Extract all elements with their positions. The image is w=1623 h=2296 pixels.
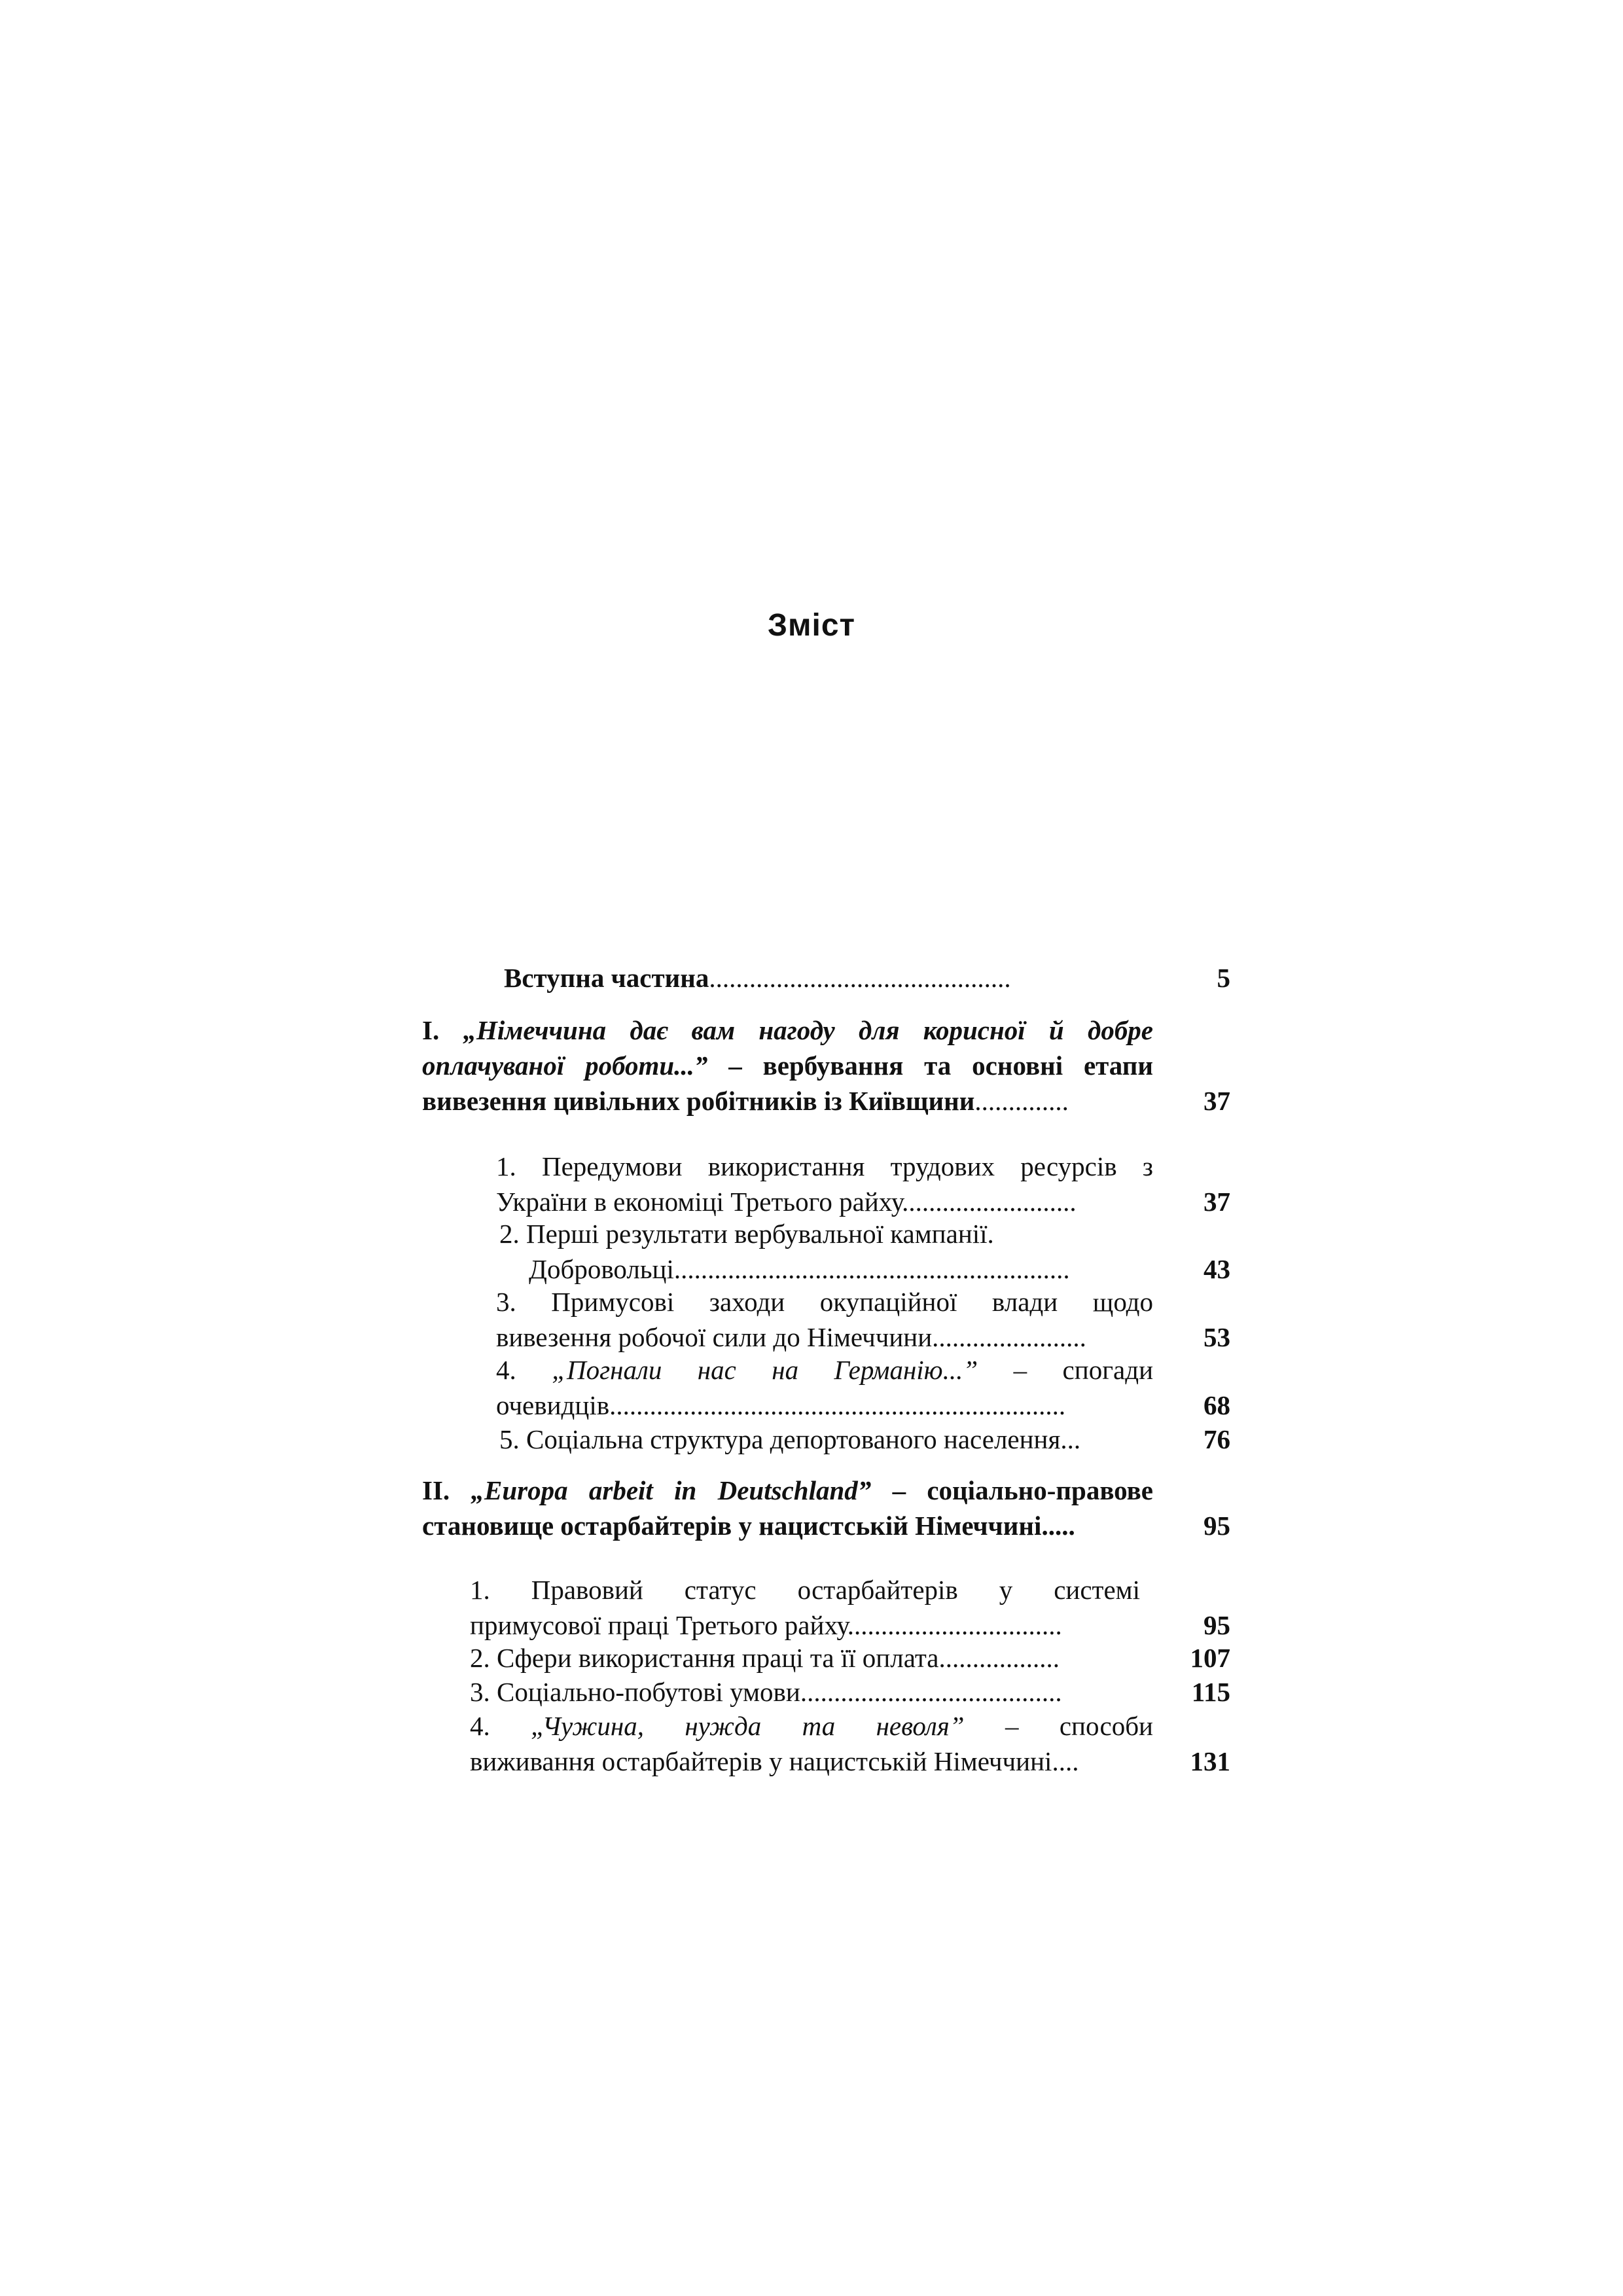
entry-line-2: Добровольці: [529, 1254, 674, 1284]
entry-quote: „Чужина, нужда та неволя”: [531, 1711, 965, 1741]
entry-number: 4.: [470, 1711, 490, 1741]
page-number: 115: [1191, 1677, 1230, 1707]
part-quote-line-1: „Німеччина дає вам нагоду для корисної й добре: [463, 1015, 1153, 1045]
dot-leader: ..............: [974, 1086, 1069, 1116]
part-title-line-2: – вербування та основні етапи: [707, 1050, 1153, 1081]
entry-line-1-rest: – спогади: [1013, 1355, 1154, 1385]
toc-entry-1-1: [496, 1149, 1153, 1219]
toc-entry-1-3: [496, 1284, 1153, 1355]
entry-line-1: 5. Соціальна структура депортованого населення: [499, 1424, 1061, 1454]
page-number: 37: [1204, 1086, 1230, 1116]
toc-entry-1-2: [499, 1216, 1154, 1287]
entry-line-1: 3. Соціально-побутові умови: [470, 1677, 800, 1707]
toc-entry-1-4: [496, 1352, 1153, 1423]
entry-line-1-rest: – способи: [1005, 1711, 1154, 1741]
entry-line-1: 2. Перші результати вербувальної кампанії.: [499, 1219, 994, 1249]
dot-leader: .............................................: [709, 963, 1011, 993]
page-title: Зміст: [767, 608, 856, 643]
entry-quote: „Погнали нас на Германію...”: [552, 1355, 978, 1385]
toc-entry-2-4: [470, 1708, 1153, 1779]
toc-entry-2-3: [470, 1674, 1140, 1710]
dot-leader: ..........................: [902, 1187, 1077, 1217]
dot-leader: ................................: [847, 1610, 1062, 1640]
entry-line-1: 1. Передумови використання трудових ресурсів з: [496, 1151, 1153, 1181]
toc-entry-part-1: [422, 1013, 1153, 1119]
entry-line-2: очевидців: [496, 1390, 610, 1420]
entry-line-2: вивезення робочої сили до Німеччини: [496, 1322, 933, 1352]
part-title-line-1: – соціально-правове: [871, 1475, 1154, 1505]
page-number: 5: [1217, 963, 1230, 993]
entry-line-1: 3. Примусові заходи окупаційної влади щодо: [496, 1287, 1153, 1317]
entry-line-2: виживання остарбайтерів у нацистській Німеччині: [470, 1746, 1052, 1776]
dot-leader: ..................: [938, 1643, 1060, 1673]
dot-leader: ...........................................................: [673, 1254, 1070, 1284]
toc-entry-intro: [504, 960, 1158, 996]
part-quote: „Europa arbeit in Deutschland”: [471, 1475, 872, 1505]
toc-entry-2-2: [470, 1640, 1140, 1676]
dot-leader: .......................: [932, 1322, 1086, 1352]
dot-leader: ....................................................................: [609, 1390, 1066, 1420]
toc-entry-2-1: [470, 1572, 1140, 1643]
dot-leader: ....: [1052, 1746, 1079, 1776]
entry-title: Вступна частина: [504, 963, 709, 993]
page-number: 53: [1204, 1322, 1230, 1352]
page-number: 37: [1204, 1187, 1230, 1217]
part-number: I.: [422, 1015, 440, 1045]
page-number: 95: [1204, 1610, 1230, 1640]
part-title-line-3: вивезення цивільних робітників із Київщини: [422, 1086, 975, 1116]
page-number: 68: [1204, 1390, 1230, 1420]
dot-leader: ...: [1060, 1424, 1081, 1454]
entry-line-1: 2. Сфери використання праці та її оплата: [470, 1643, 939, 1673]
part-quote-line-2: оплачуваної роботи...”: [422, 1050, 708, 1081]
entry-number: 4.: [496, 1355, 516, 1385]
toc-entry-part-2: [422, 1473, 1153, 1543]
part-title-line-2: становище остарбайтерів у нацистській Німеччині: [422, 1511, 1042, 1541]
page-number: 95: [1204, 1511, 1230, 1541]
page-number: 107: [1190, 1643, 1230, 1673]
entry-line-2: України в економіці Третього райху: [496, 1187, 902, 1217]
part-number: II.: [422, 1475, 450, 1505]
page-number: 76: [1204, 1424, 1230, 1454]
toc-entry-1-5: [499, 1422, 1154, 1457]
entry-line-1: 1. Правовий статус остарбайтерів у системі: [470, 1575, 1140, 1605]
dot-leader: .....: [1041, 1511, 1075, 1541]
dot-leader: .......................................: [800, 1677, 1062, 1707]
page-number: 43: [1204, 1254, 1230, 1284]
page-number: 131: [1190, 1746, 1230, 1776]
entry-line-2: примусової праці Третього райху: [470, 1610, 847, 1640]
